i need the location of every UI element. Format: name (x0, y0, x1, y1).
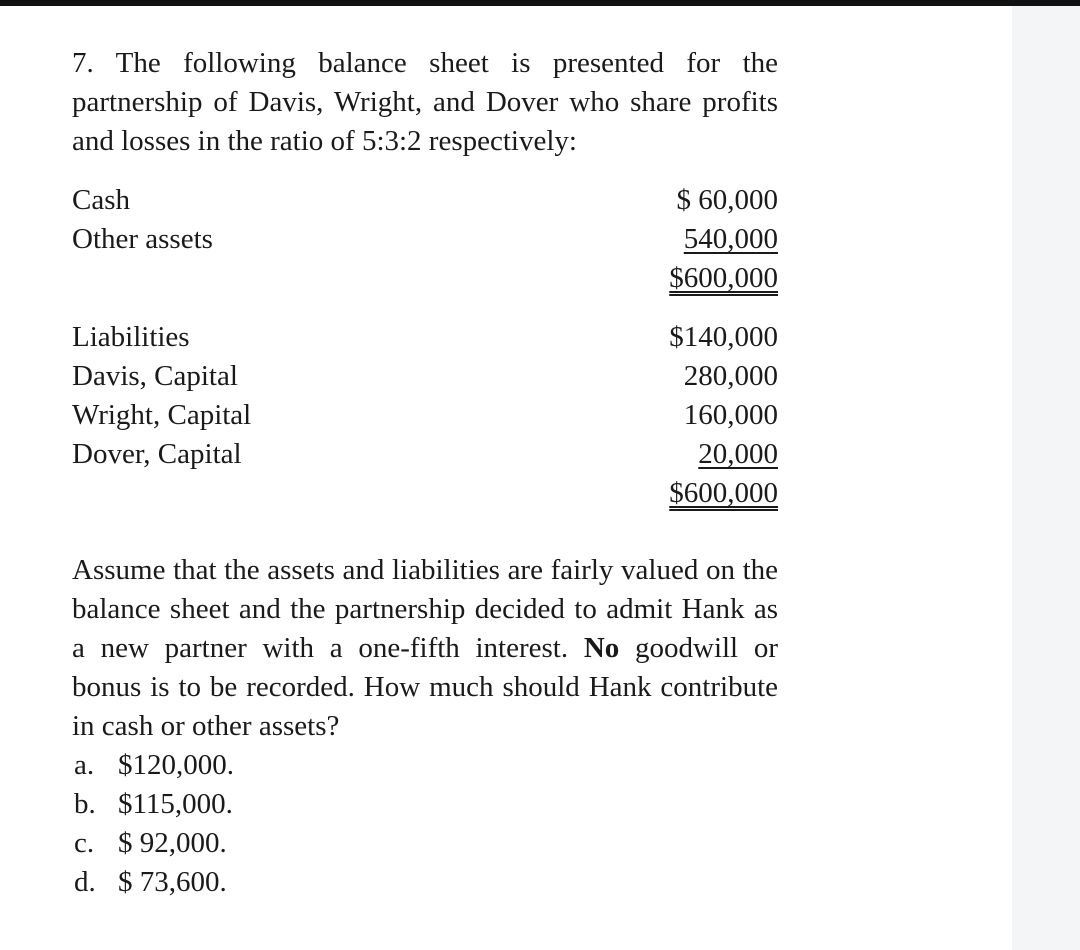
row-label: Davis, Capital (72, 360, 238, 392)
choice-letter: d. (74, 866, 96, 898)
row-amount: 160,000 (683, 399, 778, 431)
problem-bold-word: No (583, 632, 620, 664)
row-label: Cash (72, 184, 130, 216)
balance-row-wright-capital (72, 396, 778, 435)
row-label: Liabilities (72, 321, 190, 353)
choice-b (72, 785, 778, 824)
problem-statement (72, 551, 778, 746)
choice-c (72, 824, 778, 863)
row-amount: 280,000 (683, 360, 778, 392)
choice-text: $ 92,000. (118, 827, 227, 859)
choice-text: $ 73,600. (118, 866, 227, 898)
choice-text: $115,000. (118, 788, 233, 820)
question-content (72, 44, 778, 902)
choice-letter: a. (74, 749, 95, 781)
row-amount: 20,000 (698, 438, 778, 470)
top-border (0, 0, 1080, 6)
balance-row-cash (72, 181, 778, 220)
balance-row-liabilities-equity-total (72, 474, 778, 513)
choice-a (72, 746, 778, 785)
problem-text-part1: Assume that the assets and liabilities are fairly valued on the balance sheet and the partnership decided to admit Hank as a new partner with a one-fifth interest. (72, 554, 778, 664)
balance-row-other-assets (72, 220, 778, 259)
balance-row-davis-capital (72, 357, 778, 396)
problem-text-part2: goodwill or bonus is to be recorded. How much should Hank contribute in cash or other assets? (72, 632, 778, 742)
row-amount: 540,000 (683, 223, 778, 255)
assets-section (72, 181, 778, 298)
balance-row-assets-total (72, 259, 778, 298)
row-amount: $140,000 (669, 321, 778, 353)
question-intro: 7. The following balance sheet is presented for the partnership of Davis, Wright, and Dover who share profits and losses in the ratio of 5:3:2 respectively: (72, 47, 778, 157)
assets-total: $600,000 (669, 262, 778, 294)
balance-row-dover-capital (72, 435, 778, 474)
choice-letter: c. (74, 827, 95, 859)
row-amount: $ 60,000 (676, 184, 778, 216)
choice-text: $120,000. (118, 749, 234, 781)
choice-letter: b. (74, 788, 96, 820)
row-label: Dover, Capital (72, 438, 242, 470)
row-label: Other assets (72, 223, 213, 255)
row-label: Wright, Capital (72, 399, 252, 431)
right-side-panel (1012, 6, 1080, 950)
choice-d (72, 863, 778, 902)
answer-choices (72, 746, 778, 902)
liabilities-equity-section (72, 318, 778, 513)
balance-row-liabilities (72, 318, 778, 357)
liabilities-equity-total: $600,000 (669, 477, 778, 509)
